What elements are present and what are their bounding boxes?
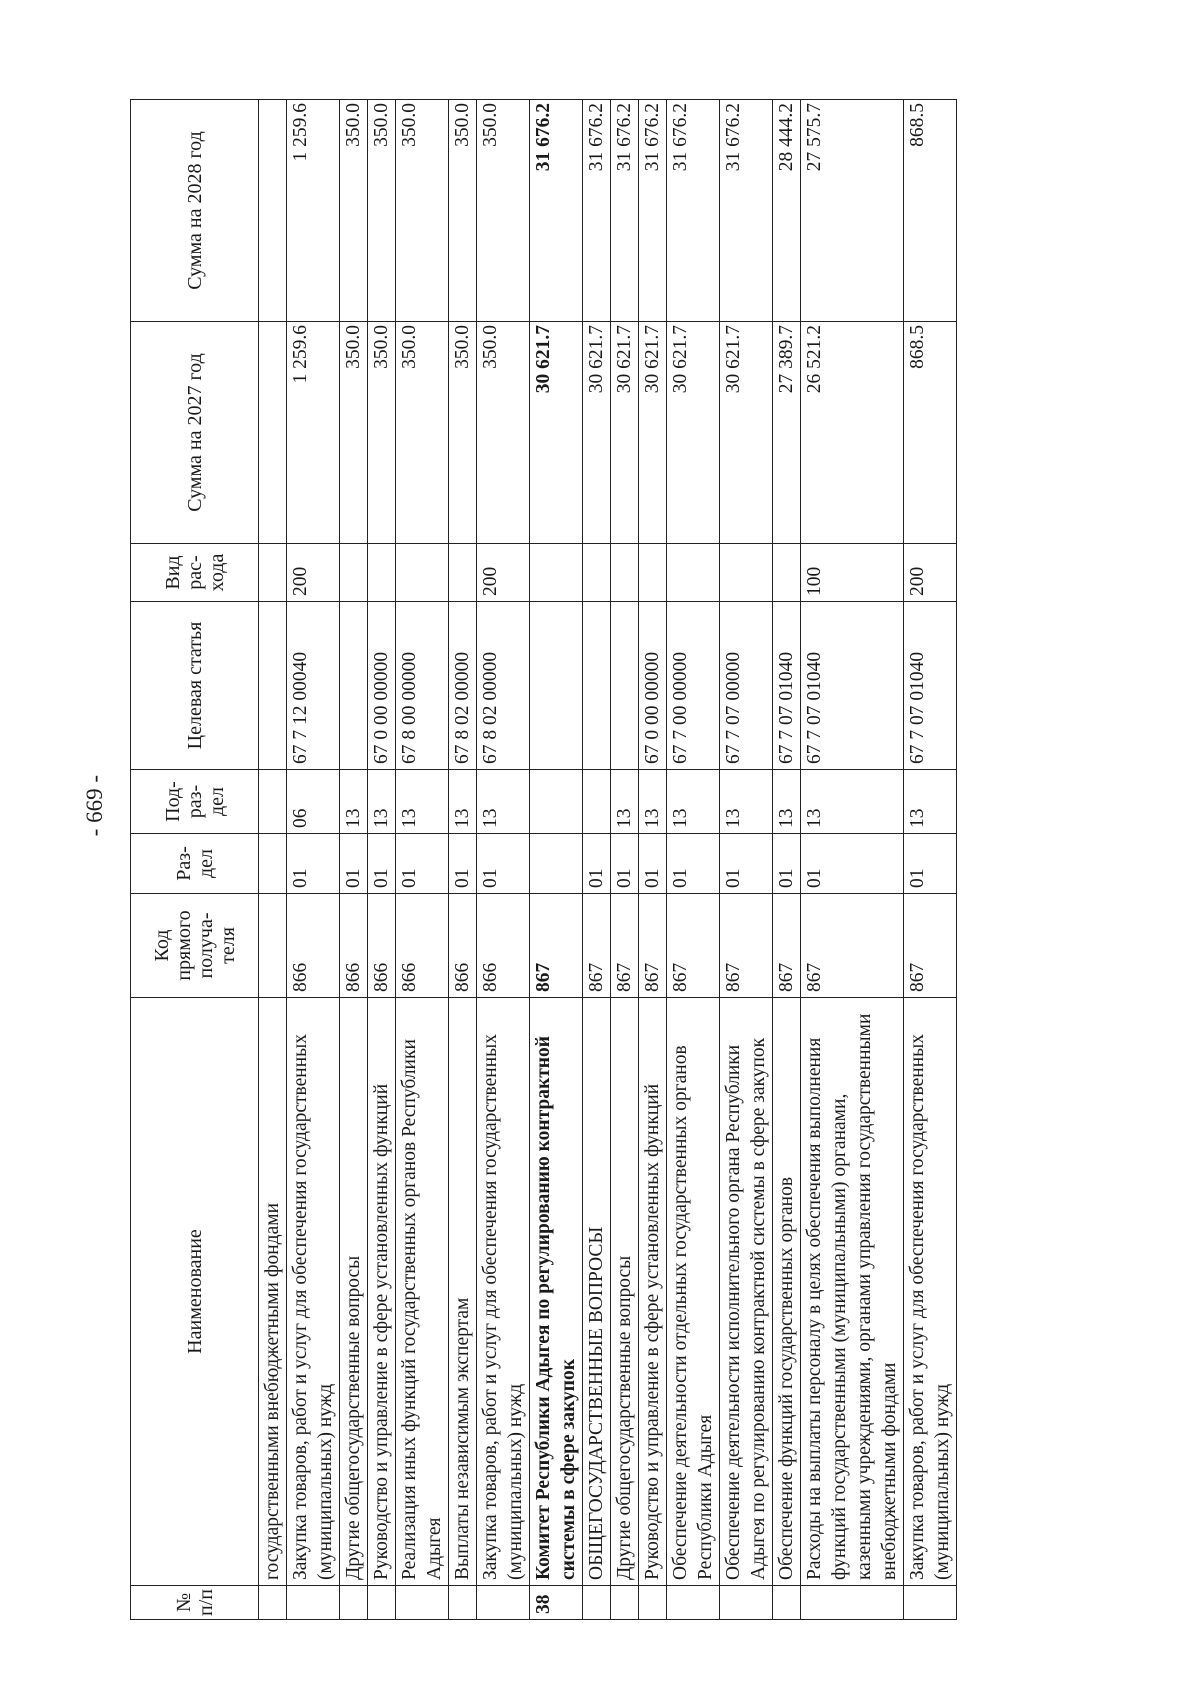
header-target: Целевая статья [131,602,259,770]
table-row [904,100,957,1620]
row-sum-2027: 1 259.6 [287,322,340,544]
table-row [477,100,530,1620]
row-num [801,1586,904,1620]
row-section: 01 [720,834,773,894]
table-row [368,100,396,1620]
row-name: Руководство и управление в сфере установленных функций [368,998,396,1586]
row-name: Руководство и управление в сфере установленных функций [639,998,667,1586]
row-code: 867 [667,894,720,998]
table-row [287,100,340,1620]
row-name: Расходы на выплаты персоналу в целях обеспечения выполнения функций государственными (муниципальными) органами, казенными учреждениями, органами управления государственными внебюджетными фондами [801,998,904,1586]
row-section: 01 [477,834,530,894]
row-sum-2027: 868.5 [904,322,957,544]
row-target [259,602,287,770]
row-sum-2027: 350.0 [477,322,530,544]
row-code: 867 [773,894,801,998]
row-expense-type [449,544,477,602]
row-subsection: 13 [639,770,667,834]
row-sum-2028: 31 676.2 [530,100,583,322]
row-subsection: 13 [720,770,773,834]
table-row [259,100,287,1620]
row-section: 01 [667,834,720,894]
row-subsection: 06 [287,770,340,834]
row-expense-type [396,544,449,602]
row-sum-2027: 350.0 [340,322,368,544]
row-name: Закупка товаров, работ и услуг для обеспечения государственных (муниципальных) нужд [287,998,340,1586]
row-target [611,602,639,770]
row-section: 01 [583,834,611,894]
row-sum-2027 [259,322,287,544]
table-body [259,100,957,1620]
row-section: 01 [904,834,957,894]
row-expense-type: 200 [287,544,340,602]
table-row [530,100,583,1620]
row-sum-2027: 30 621.7 [720,322,773,544]
row-code: 867 [583,894,611,998]
row-target: 67 0 00 00000 [368,602,396,770]
row-name: Обеспечение деятельности исполнительного органа Республики Адыгея по регулированию контрактной системы в сфере закупок [720,998,773,1586]
row-subsection: 13 [611,770,639,834]
row-sum-2028: 31 676.2 [583,100,611,322]
row-target: 67 7 07 00000 [720,602,773,770]
table-header-row [131,100,259,1620]
row-subsection: 13 [904,770,957,834]
row-target: 67 0 00 00000 [639,602,667,770]
row-sum-2028: 31 676.2 [639,100,667,322]
row-sum-2028: 27 575.7 [801,100,904,322]
budget-table [130,99,957,1620]
row-expense-type [583,544,611,602]
row-sum-2027: 30 621.7 [611,322,639,544]
row-target: 67 8 00 00000 [396,602,449,770]
row-name: государственными внебюджетными фондами [259,998,287,1586]
row-name: Обеспечение функций государственных органов [773,998,801,1586]
row-sum-2028: 31 676.2 [611,100,639,322]
row-subsection: 13 [340,770,368,834]
row-sum-2028: 350.0 [340,100,368,322]
row-sum-2027: 350.0 [396,322,449,544]
budget-table-container [130,100,1140,1620]
row-expense-type [368,544,396,602]
row-expense-type [639,544,667,602]
row-target [530,602,583,770]
row-name: Другие общегосударственные вопросы [611,998,639,1586]
row-num [449,1586,477,1620]
row-code: 867 [720,894,773,998]
header-sum-2027: Сумма на 2027 год [131,322,259,544]
row-name: ОБЩЕГОСУДАРСТВЕННЫЕ ВОПРОСЫ [583,998,611,1586]
row-subsection [583,770,611,834]
row-sum-2028: 350.0 [368,100,396,322]
row-section [259,834,287,894]
row-code: 866 [287,894,340,998]
row-code: 867 [611,894,639,998]
row-sum-2027: 26 521.2 [801,322,904,544]
row-sum-2027: 30 621.7 [667,322,720,544]
row-code: 866 [340,894,368,998]
row-code: 866 [368,894,396,998]
row-section: 01 [801,834,904,894]
table-row [340,100,368,1620]
row-name: Выплаты независимым экспертам [449,998,477,1586]
row-subsection: 13 [449,770,477,834]
row-section: 01 [639,834,667,894]
table-row [639,100,667,1620]
row-sum-2028: 868.5 [904,100,957,322]
row-sum-2027: 30 621.7 [530,322,583,544]
header-subsection: Под-раз-дел [131,770,259,834]
row-num [773,1586,801,1620]
header-name: Наименование [131,998,259,1586]
row-name: Комитет Республики Адыгея по регулированию контрактной системы в сфере закупок [530,998,583,1586]
row-num [368,1586,396,1620]
row-num [667,1586,720,1620]
row-subsection: 13 [667,770,720,834]
row-sum-2027: 30 621.7 [639,322,667,544]
row-num [340,1586,368,1620]
table-row [583,100,611,1620]
row-num: 38 [530,1586,583,1620]
table-row [396,100,449,1620]
row-expense-type: 200 [904,544,957,602]
row-sum-2027: 350.0 [449,322,477,544]
row-name: Другие общегосударственные вопросы [340,998,368,1586]
row-code: 867 [801,894,904,998]
row-num [720,1586,773,1620]
row-name: Закупка товаров, работ и услуг для обеспечения государственных (муниципальных) нужд [477,998,530,1586]
row-code: 867 [639,894,667,998]
row-target: 67 7 07 01040 [801,602,904,770]
row-subsection: 13 [477,770,530,834]
row-section: 01 [611,834,639,894]
table-row [449,100,477,1620]
row-target [583,602,611,770]
row-sum-2028: 350.0 [449,100,477,322]
row-subsection: 13 [396,770,449,834]
row-sum-2028: 31 676.2 [720,100,773,322]
row-num [287,1586,340,1620]
row-target: 67 7 07 01040 [904,602,957,770]
row-section: 01 [773,834,801,894]
row-expense-type [773,544,801,602]
table-row [611,100,639,1620]
row-subsection: 13 [368,770,396,834]
row-num [583,1586,611,1620]
row-target: 67 7 07 01040 [773,602,801,770]
row-code: 866 [449,894,477,998]
row-code [259,894,287,998]
row-expense-type: 100 [801,544,904,602]
row-sum-2028: 350.0 [477,100,530,322]
row-target [340,602,368,770]
row-expense-type [340,544,368,602]
row-expense-type [667,544,720,602]
row-sum-2027: 350.0 [368,322,396,544]
row-code: 867 [530,894,583,998]
header-sum-2028: Сумма на 2028 год [131,100,259,322]
header-code: Код прямого получа-теля [131,894,259,998]
row-expense-type [611,544,639,602]
row-expense-type: 200 [477,544,530,602]
table-row [667,100,720,1620]
table-row [720,100,773,1620]
row-num [904,1586,957,1620]
row-section: 01 [287,834,340,894]
row-subsection [530,770,583,834]
row-name: Обеспечение деятельности отдельных государственных органов Республики Адыгея [667,998,720,1586]
header-num: № п/п [131,1586,259,1620]
row-code: 867 [904,894,957,998]
row-code: 866 [477,894,530,998]
row-num [611,1586,639,1620]
row-num [477,1586,530,1620]
row-sum-2027: 27 389.7 [773,322,801,544]
row-section: 01 [396,834,449,894]
row-name: Реализация иных функций государственных органов Республики Адыгея [396,998,449,1586]
row-section: 01 [368,834,396,894]
row-target: 67 8 02 00000 [449,602,477,770]
row-target: 67 8 02 00000 [477,602,530,770]
row-sum-2027: 30 621.7 [583,322,611,544]
table-row [773,100,801,1620]
row-section: 01 [340,834,368,894]
row-num [639,1586,667,1620]
row-expense-type [530,544,583,602]
row-sum-2028: 1 259.6 [287,100,340,322]
row-subsection [259,770,287,834]
row-subsection: 13 [801,770,904,834]
header-section: Раз-дел [131,834,259,894]
row-subsection: 13 [773,770,801,834]
row-sum-2028: 350.0 [396,100,449,322]
row-section: 01 [449,834,477,894]
row-target: 67 7 00 00000 [667,602,720,770]
row-expense-type [259,544,287,602]
row-name: Закупка товаров, работ и услуг для обеспечения государственных (муниципальных) нужд [904,998,957,1586]
row-section [530,834,583,894]
row-expense-type [720,544,773,602]
row-sum-2028: 28 444.2 [773,100,801,322]
page-number: - 669 - [82,775,107,837]
row-code: 866 [396,894,449,998]
row-sum-2028 [259,100,287,322]
row-num [259,1586,287,1620]
row-sum-2028: 31 676.2 [667,100,720,322]
row-num [396,1586,449,1620]
table-row [801,100,904,1620]
row-target: 67 7 12 00040 [287,602,340,770]
header-expense-type: Вид рас-хода [131,544,259,602]
